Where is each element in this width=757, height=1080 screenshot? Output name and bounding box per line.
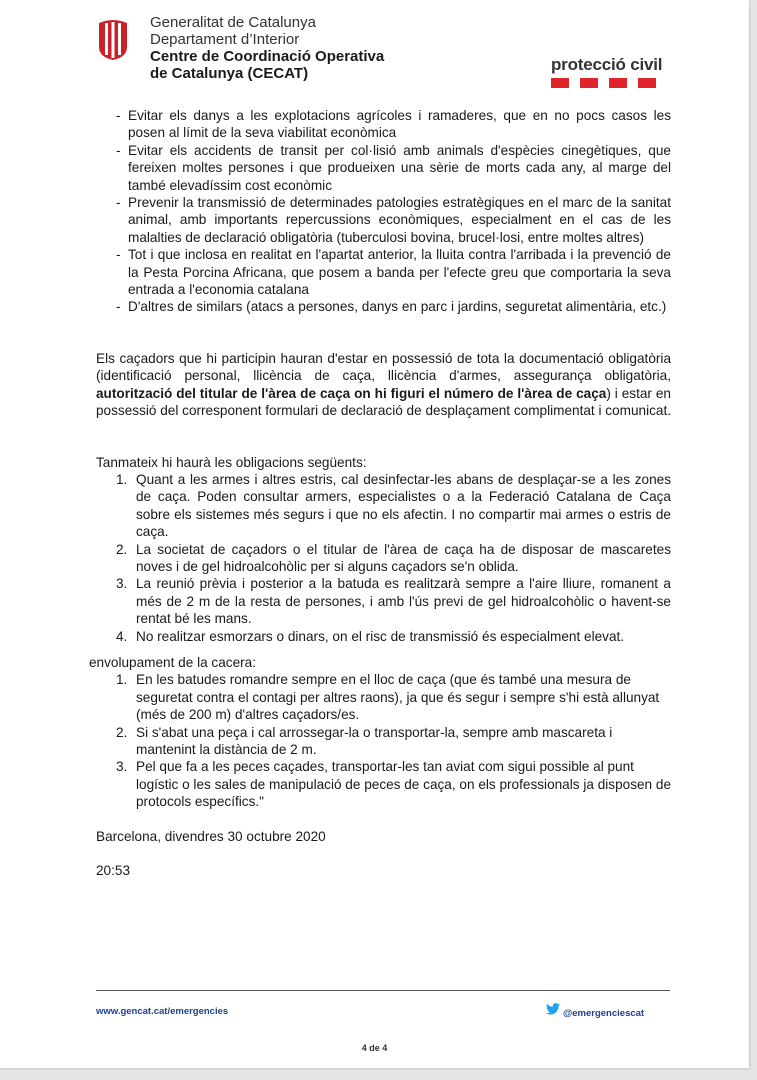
item-text: Quant a les armes i altres estris, cal desinfectar-les abans de desplaçar-se a les zones de caça. Poden consultar armers, especialistes o a la Federació Catalana de Caça sobre els sistemes més segurs i que no els afectin. I no compartir mai armes o estris de caça. [136,471,671,540]
item-text: No realitzar esmorzars o dinars, on el risc de transmissió és especialment elevat. [136,628,625,644]
item-number: 2. [116,724,128,740]
item-number: 3. [116,759,128,775]
list-item [96,575,671,627]
hunt-rules-list [96,671,671,810]
item-number: 4. [116,628,128,644]
item-text: La societat de caçadors o el titular de l'àrea de caça ha de disposar de mascaretes noves i de gel hidroalcohòlic per si alguns caçadors se'n oblida. [136,541,671,574]
header-org-line1: Generalitat de Catalunya [150,14,316,31]
obligations-list [96,471,671,645]
obligations-intro: Tanmateix hi haurà les obligacions següents: [96,454,367,470]
documentation-paragraph [96,350,671,420]
place-date: Barcelona, divendres 30 octubre 2020 [96,828,326,844]
time: 20:53 [96,863,131,879]
red-square [551,78,569,88]
paragraph-bold-text: autorització del titular de l'àrea de caça on hi figuri el número de l'àrea de caça [96,385,607,401]
proteccio-civil-logo [551,56,662,88]
item-number: 3. [116,576,128,592]
proteccio-civil-squares [551,78,662,88]
list-item: - Evitar els danys a les explotacions agrícoles i ramaderes, que en no pocs casos les posen al límit de la seva viabilitat econòmica [116,107,671,142]
footer-website-link[interactable]: www.gencat.cat/emergencies [96,1006,229,1017]
footer-twitter[interactable] [546,1002,644,1019]
paragraph-text: ) i estar en possessió del corresponent formulari de declaració de desplaçament complimentat i comunicat. [96,385,672,419]
proteccio-civil-text: protecció civil [551,55,663,74]
item-number: 2. [116,541,128,557]
item-number: 1. [116,471,128,487]
list-item [96,541,671,576]
objectives-list [96,107,671,316]
header-org-line4: de Catalunya (CECAT) [150,65,309,82]
paragraph-text: Els caçadors que hi participin hauran d'estar en possessió de tota la documentació obligatòria (identificació personal, llicència de caça, llicència d'armes, assegurança obligatòria, [96,350,671,384]
item-text: En les batudes romandre sempre en el lloc de caça (que és també una mesura de seguretat contra el contagi per altres raons), ja que és segur i sempre s'hi està allunyat (més de 200 m) d'altres caçadors/es. [136,672,660,723]
list-item: - D'altres de similars (atacs a persones, danys en parc i jardins, seguretat alimentària, etc.) [116,298,671,315]
document-body [89,107,672,879]
header-organization [150,14,384,82]
list-item: - Tot i que inclosa en realitat en l'apartat anterior, la lluita contra l'arribada i la prevenció de la Pesta Porcina Africana, que posem a banda per l'efecte greu que comportaria la seva entrada a l'economia catalana [116,246,671,298]
list-item [96,724,671,759]
list-item [96,758,671,810]
footer-divider [96,990,670,991]
item-number: 1. [116,672,128,688]
twitter-handle: @emergenciescat [563,1008,645,1019]
item-text: Si s'abat una peça i cal arrossegar-la o transportar-la, sempre amb mascareta i mantenint la distància de 2 m. [136,724,613,757]
header-org-line2: Departament d’Interior [150,31,300,48]
list-item [96,671,671,723]
item-text: La reunió prèvia i posterior a la batuda es realitzarà sempre a l'aire lliure, romanent a més de 2 m de la resta de persones, i amb l'ús previ de gel hidroalcohòlic o havent-se rentat bé les mans. [136,576,671,627]
hunt-section-label: envolupament de la cacera: [89,654,257,670]
generalitat-logo [97,17,129,61]
list-item [96,471,671,541]
list-item: - Evitar els accidents de transit per col·lisió amb animals d'espècies cinegètiques, que fereixen moltes persones i que produeixen una sèrie de morts cada any, al marge del també elevadíssim cost econòmic [116,142,671,194]
list-item [96,628,671,645]
twitter-icon [546,1003,560,1018]
red-square [609,78,627,88]
red-square [580,78,598,88]
header-org-line3: Centre de Coordinació Operativa [150,48,385,65]
item-text: Pel que fa a les peces caçades, transportar-les tan aviat com sigui possible al punt logístic o les sales de manipulació de peces de caça, on els professionals ja disposen de protocols específics." [136,759,672,810]
list-item: - Prevenir la transmissió de determinades patologies estratègiques en el marc de la sanitat animal, amb importants repercussions econòmiques, especialment en el cas de les malalties de declaració obligatòria (tuberculosi bovina, brucel·losi, entre moltes altres) [116,194,671,246]
page-number: 4 de 4 [361,1043,388,1053]
red-square [638,78,656,88]
